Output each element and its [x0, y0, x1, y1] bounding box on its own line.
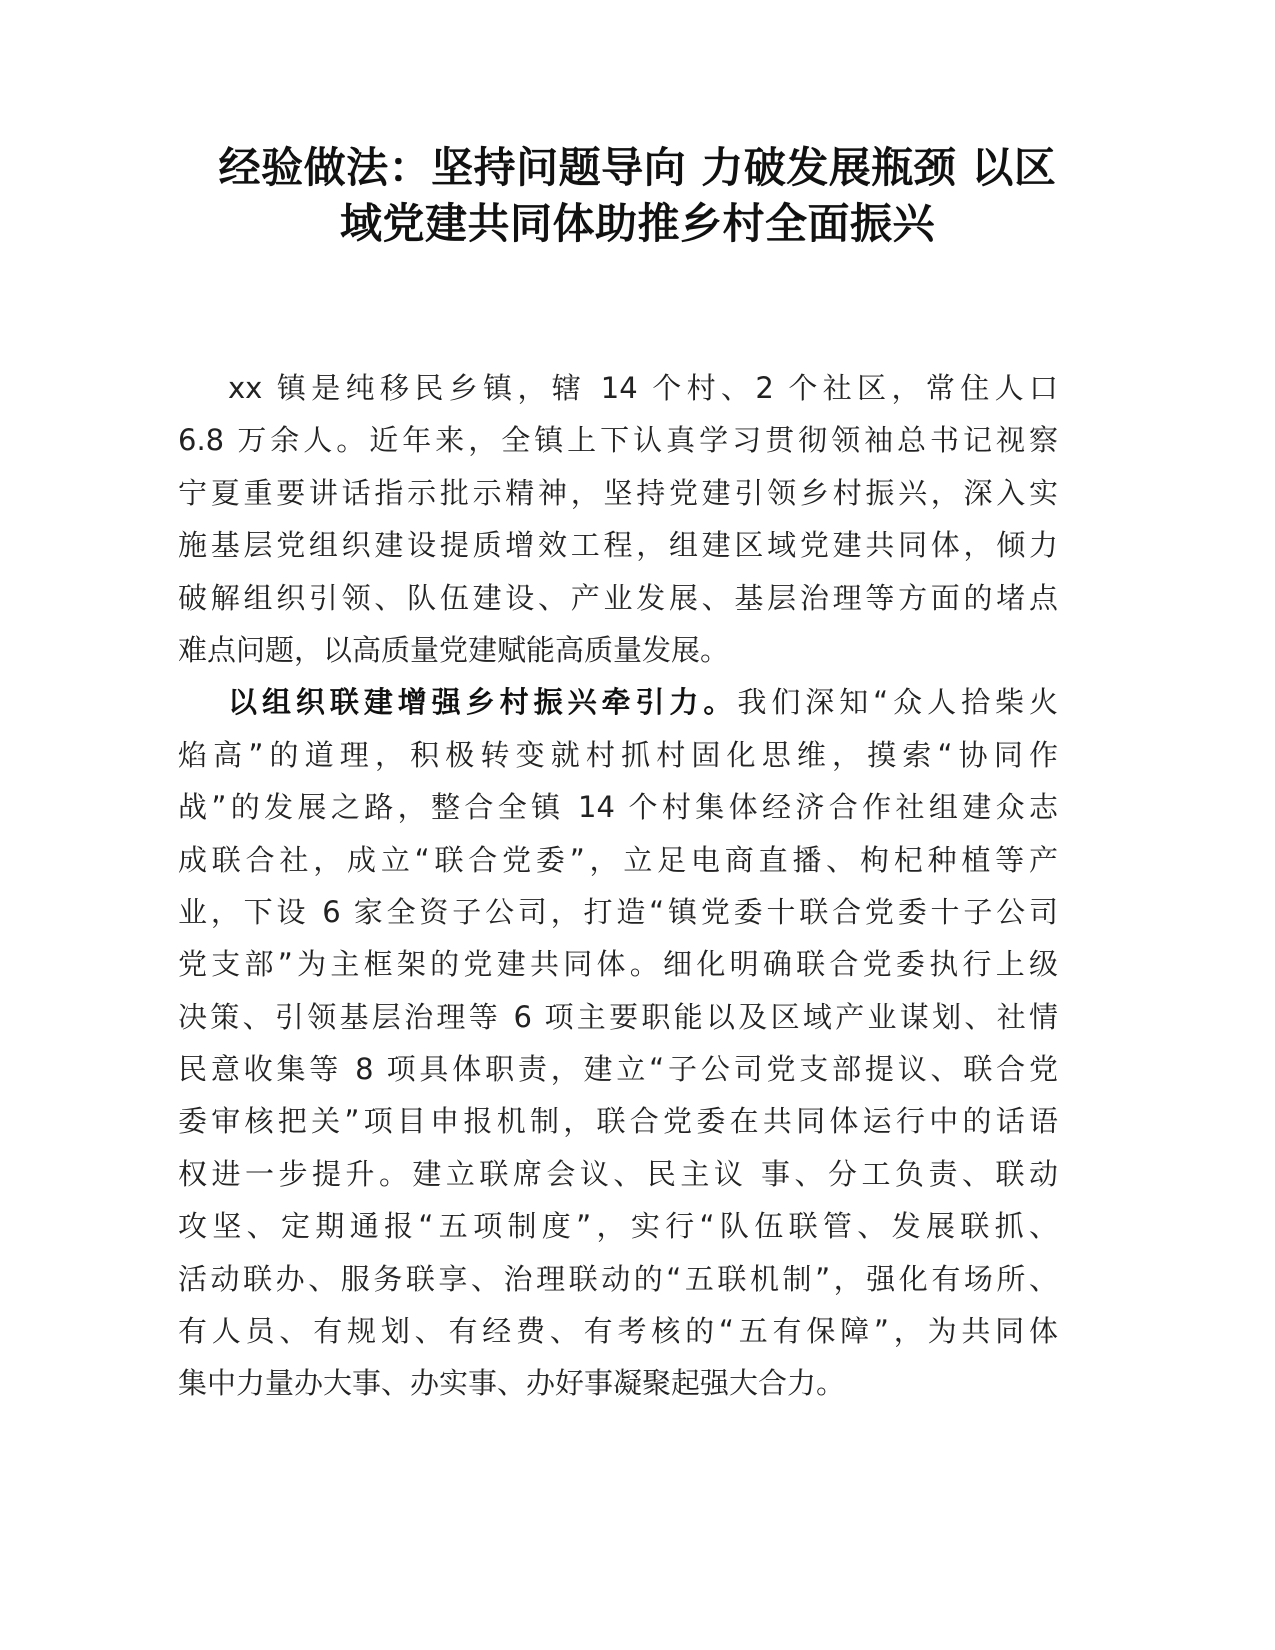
- paragraph-line: 战”的发展之路，整合全镇 14 个村集体经济合作社组建众志: [178, 790, 1058, 825]
- paragraph-line: 有人员、有规划、有经费、有考核的“五有保障”，为共同体: [178, 1314, 1058, 1349]
- paragraph-line: 施基层党组织建设提质增效工程，组建区域党建共同体，倾力: [178, 528, 1058, 563]
- paragraph-line: 成联合社，成立“联合党委”，立足电商直播、枸杞种植等产: [178, 842, 1058, 877]
- title-line: 域党建共同体助推乡村全面振兴: [339, 199, 935, 248]
- paragraph-line: 委审核把关”项目申报机制，联合党委在共同体运行中的话语: [178, 1104, 1058, 1139]
- paragraph-intro: [178, 362, 1058, 676]
- paragraph-line: 活动联办、服务联享、治理联动的“五联机制”，强化有场所、: [178, 1261, 1058, 1296]
- paragraph-line: 民意收集等 8 项具体职责，建立“子公司党支部提议、联合党: [178, 1052, 1058, 1087]
- section-lead-heading: 以组织联建增强乡村振兴牵引力。: [228, 685, 738, 720]
- paragraph-line: 决策、引领基层治理等 6 项主要职能以及区域产业谋划、社情: [178, 999, 1058, 1034]
- paragraph-line: xx 镇是纯移民乡镇，辖 14 个村、2 个社区，常住人口: [228, 371, 1058, 405]
- paragraph-line-rest: 我们深知“众人拾柴火: [737, 685, 1058, 720]
- paragraph-line: 集中力量办大事、办实事、办好事凝聚起强大合力。: [178, 1366, 846, 1401]
- paragraph-line: [178, 676, 1058, 728]
- document-title: [150, 140, 1125, 252]
- paragraph-line: 攻坚、定期通报“五项制度”，实行“队伍联管、发展联抓、: [178, 1209, 1058, 1244]
- paragraph-organization: [178, 676, 1058, 1409]
- paragraph-line: 党支部”为主框架的党建共同体。细化明确联合党委执行上级: [178, 947, 1058, 982]
- paragraph-line: 业，下设 6 家全资子公司，打造“镇党委十联合党委十子公司: [178, 894, 1058, 929]
- paragraph-line: 宁夏重要讲话指示批示精神，坚持党建引领乡村振兴，深入实: [178, 475, 1058, 510]
- title-line: 经验做法：坚持问题导向 力破发展瓶颈 以区: [218, 143, 1057, 192]
- paragraph-line: 难点问题，以高质量党建赋能高质量发展。: [178, 632, 730, 667]
- paragraph-line: 权进一步提升。建立联席会议、民主议 事、分工负责、联动: [178, 1156, 1058, 1191]
- document-body: [178, 362, 1058, 1410]
- paragraph-line: 破解组织引领、队伍建设、产业发展、基层治理等方面的堵点: [178, 580, 1058, 615]
- paragraph-line: 焰高”的道理，积极转变就村抓村固化思维，摸索“协同作: [178, 737, 1058, 772]
- paragraph-line: 6.8 万余人。近年来，全镇上下认真学习贯彻领袖总书记视察: [178, 423, 1058, 458]
